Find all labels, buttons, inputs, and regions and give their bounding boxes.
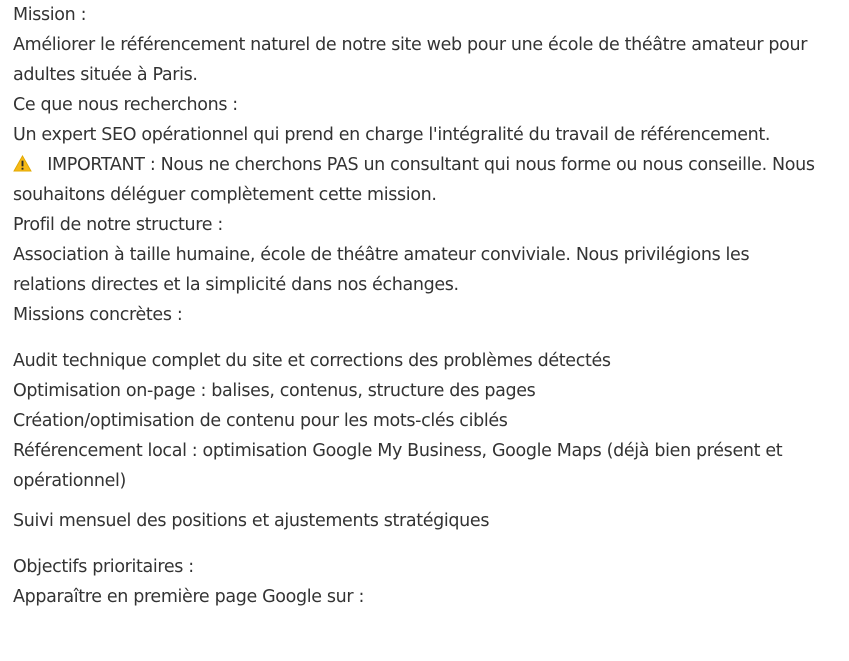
- mission-item-content: Création/optimisation de contenu pour les mots-clés ciblés: [13, 411, 508, 431]
- objectives-heading: Objectifs prioritaires :: [13, 557, 194, 577]
- followup-text: Suivi mensuel des positions et ajustements stratégiques: [13, 511, 490, 531]
- mission-text-line-1: Améliorer le référencement naturel de notre site web pour une école de théâtre amateur pour: [13, 35, 808, 55]
- mission-heading: Mission :: [13, 5, 87, 25]
- profile-text-line-1: Association à taille humaine, école de théâtre amateur conviviale. Nous privilégions les: [13, 245, 750, 265]
- mission-item-onpage: Optimisation on-page : balises, contenus, structure des pages: [13, 381, 536, 401]
- important-notice-line-2: souhaitons déléguer complètement cette mission.: [13, 185, 437, 205]
- warning-icon: [13, 155, 47, 175]
- important-notice-line-1: [13, 150, 843, 180]
- search-text: Un expert SEO opérationnel qui prend en charge l'intégralité du travail de référencement.: [13, 125, 771, 145]
- mission-item-audit: Audit technique complet du site et corrections des problèmes détectés: [13, 351, 611, 371]
- mission-item-local-seo: Référencement local : optimisation Google My Business, Google Maps (déjà bien présent et: [13, 441, 783, 461]
- mission-item-local-seo-continued: opérationnel): [13, 471, 127, 491]
- profile-heading: Profil de notre structure :: [13, 215, 223, 235]
- important-text-line-1: IMPORTANT : Nous ne cherchons PAS un consultant qui nous forme ou nous conseille. Nous: [47, 155, 815, 175]
- missions-heading: Missions concrètes :: [13, 305, 183, 325]
- profile-text-line-2: relations directes et la simplicité dans nos échanges.: [13, 275, 459, 295]
- objectives-text: Apparaître en première page Google sur :: [13, 587, 365, 607]
- document-body: [13, 0, 843, 612]
- search-heading: Ce que nous recherchons :: [13, 95, 238, 115]
- mission-text-line-2: adultes située à Paris.: [13, 65, 198, 85]
